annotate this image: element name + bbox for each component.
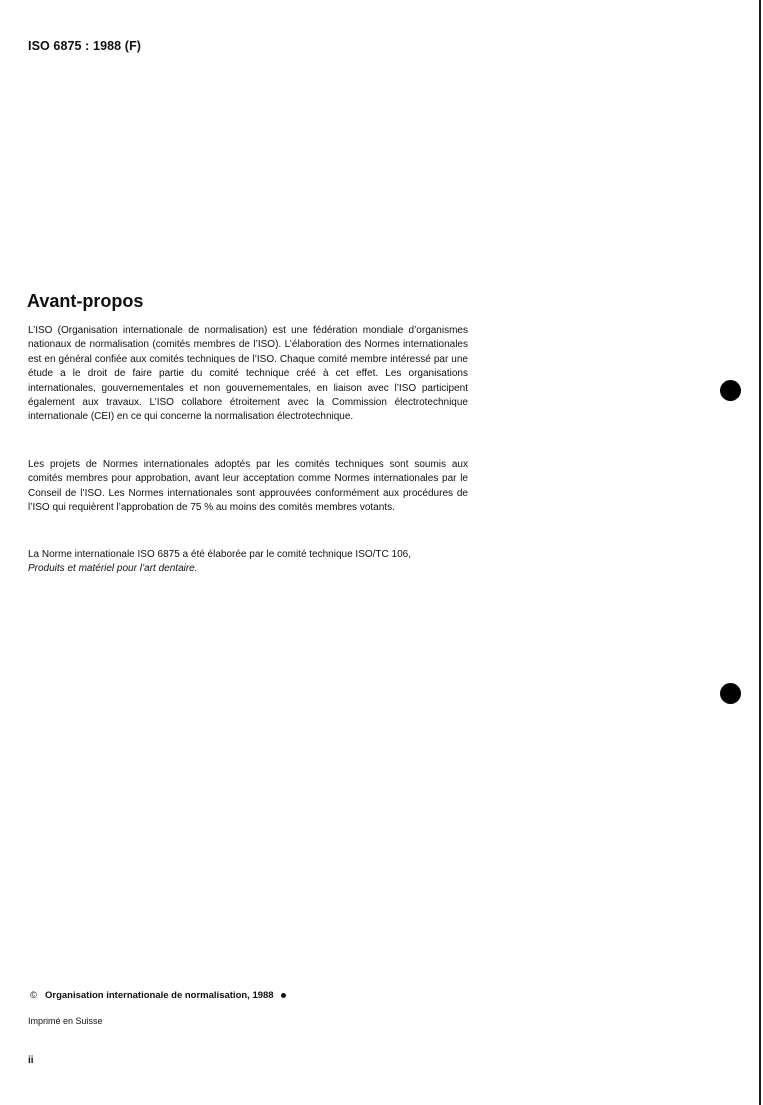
section-title: Avant-propos <box>27 291 144 311</box>
foreword-paragraph-2: Les projets de Normes internationales adoptés par les comités techniques sont soumis aux comités membres pour approbation, avant leur acceptation comme Normes internationales par le Conseil de l’ISO. Les Normes internationales sont approuvées conformément aux procédures de l’ISO qui requièrent l’approbation de 75 % au moins des comités membres votants. <box>28 459 468 514</box>
punch-hole-icon <box>720 683 741 704</box>
copyright-notice <box>30 990 286 1001</box>
committee-title: Produits et matériel pour l’art dentaire. <box>28 563 198 575</box>
copyright-symbol: © <box>30 990 37 1001</box>
foreword-paragraph-3-text: La Norme internationale ISO 6875 a été élaborée par le comité technique ISO/TC 106, <box>28 549 412 560</box>
document-reference: ISO 6875 : 1988 (F) <box>28 39 142 53</box>
copyright-text: Organisation internationale de normalisation, 1988 <box>45 990 274 1001</box>
bullet-dot-icon <box>281 993 286 998</box>
punch-hole-icon <box>720 380 741 401</box>
foreword-paragraph-1: L’ISO (Organisation internationale de normalisation) est une fédération mondiale d’organismes nationaux de normalisation (comités membres de l’ISO). L’élaboration des Normes internationales est en général confiée aux comités techniques de l’ISO. Chaque comité membre intéressé par une étude a le droit de faire partie du comité technique créé à cet effet. Les organisations internationales, gouvernementales et non gouvernementales, en liaison avec l’ISO participent également aux travaux. L’ISO collabore étroitement avec la Commission électrotechnique internationale (CEI) en ce qui concerne la normalisation électrotechnique. <box>28 325 468 423</box>
page-edge-divider <box>759 0 761 1105</box>
printed-in: Imprimé en Suisse <box>28 1016 103 1026</box>
page-number: ii <box>28 1055 34 1066</box>
foreword-paragraph-3 <box>28 548 468 577</box>
